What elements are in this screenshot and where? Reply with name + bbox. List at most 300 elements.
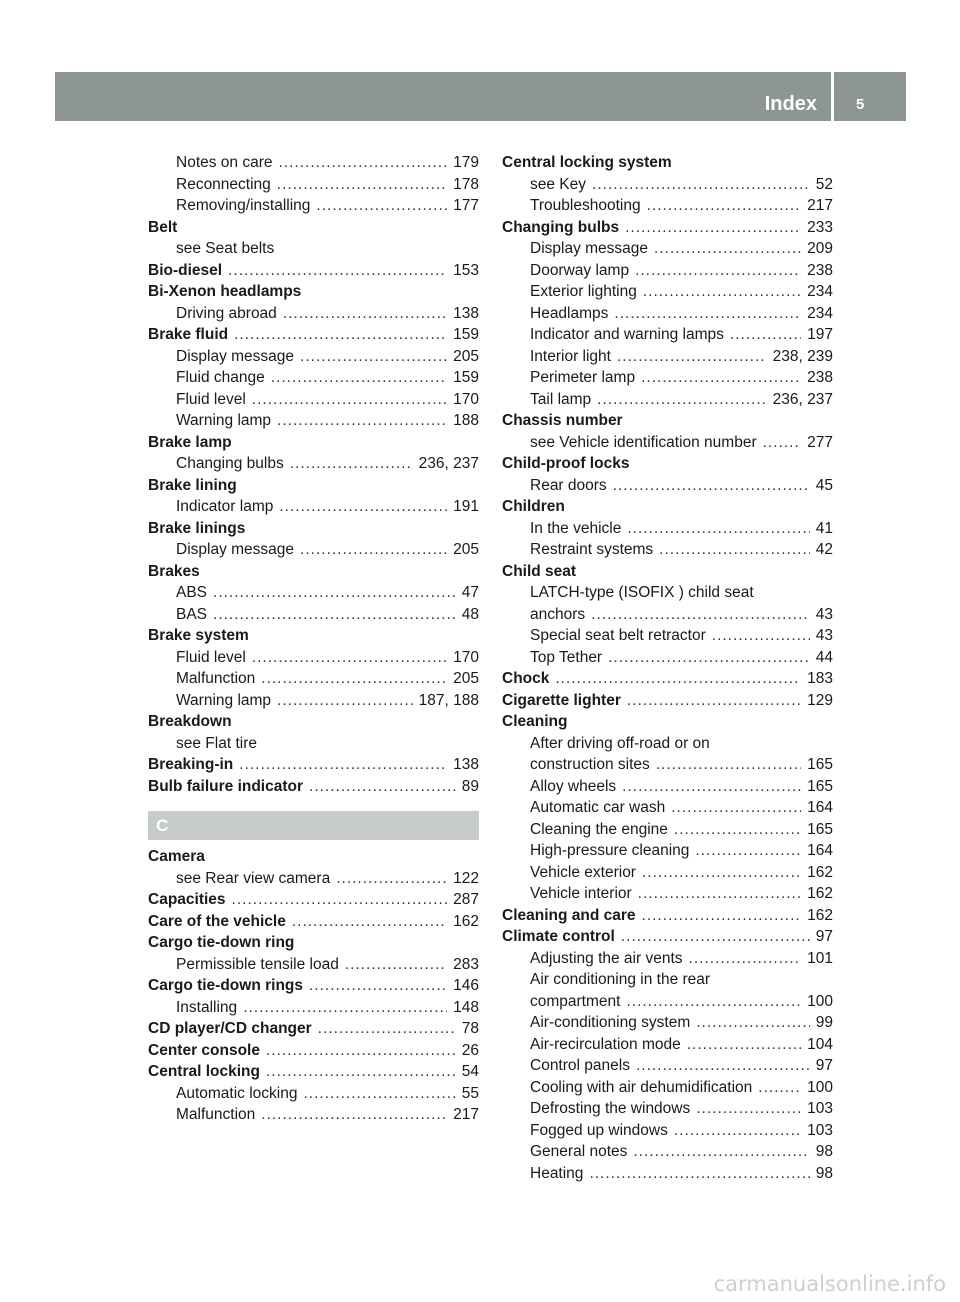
- index-subentry: [502, 1077, 833, 1099]
- entry-term: Display message: [176, 347, 295, 365]
- entry-page-ref[interactable]: 234: [807, 304, 833, 322]
- index-subentry: [502, 883, 833, 905]
- index-subentry: [502, 625, 833, 647]
- entry-page-ref[interactable]: 138: [453, 756, 479, 773]
- dot-leader: [589, 1163, 809, 1185]
- entry-term: Special seat belt retractor: [530, 627, 706, 644]
- index-subentry: [502, 389, 833, 411]
- index-entry: [148, 324, 479, 346]
- dot-leader: [300, 539, 447, 561]
- index-entry: [148, 217, 479, 239]
- index-entry: [148, 754, 479, 776]
- entry-term: Malfunction: [176, 670, 256, 687]
- entry-term: Brake linings: [148, 519, 246, 537]
- entry-term: Malfunction: [176, 1106, 256, 1123]
- entry-term: Breaking-in: [148, 756, 234, 773]
- entry-page-ref[interactable]: 55: [461, 1084, 479, 1102]
- entry-term: Control panels: [530, 1057, 630, 1074]
- entry-term: Breakdown: [148, 713, 232, 730]
- index-entry: [148, 846, 479, 868]
- dot-leader: [591, 604, 810, 626]
- entry-page-ref[interactable]: 47: [461, 584, 479, 601]
- dot-leader: [261, 668, 447, 690]
- entry-page-ref[interactable]: 43: [815, 605, 833, 623]
- dot-leader: [345, 954, 447, 976]
- entry-page-ref[interactable]: 52: [815, 175, 833, 193]
- entry-term: Vehicle exterior: [530, 863, 636, 881]
- dot-leader: [277, 410, 447, 432]
- index-subentry: [502, 840, 833, 862]
- entry-term: Fluid change: [176, 369, 265, 386]
- dot-leader: [617, 346, 767, 368]
- index-entry: [502, 496, 833, 518]
- index-subentry: [502, 1163, 833, 1185]
- entry-term: Chassis number: [502, 412, 623, 429]
- entry-page-ref[interactable]: 170: [453, 648, 479, 666]
- index-subentry: [502, 647, 833, 669]
- dot-leader: [252, 389, 447, 411]
- dot-leader: [279, 496, 447, 518]
- section-header: C: [148, 811, 479, 840]
- dot-leader: [613, 475, 810, 497]
- dot-leader: [252, 647, 447, 669]
- index-subentry: [502, 238, 833, 260]
- index-entry: [148, 625, 479, 647]
- dot-leader: [627, 518, 809, 540]
- dot-leader: [636, 1055, 810, 1077]
- entry-page-ref[interactable]: 188: [453, 412, 479, 429]
- entry-page-ref[interactable]: 98: [815, 1143, 833, 1160]
- entry-page-ref[interactable]: 205: [453, 670, 479, 687]
- dot-leader: [635, 260, 801, 282]
- index-entry: [502, 668, 833, 690]
- entry-term: High-pressure cleaning: [530, 842, 690, 859]
- entry-page-ref[interactable]: 43: [815, 627, 833, 644]
- entry-term: see Rear view camera: [176, 869, 331, 887]
- entry-term: Heating: [530, 1164, 584, 1182]
- entry-term: see Seat belts: [176, 240, 275, 257]
- entry-page-ref[interactable]: 54: [461, 1063, 479, 1080]
- index-entry: [502, 905, 833, 927]
- entry-page-ref[interactable]: 287: [453, 891, 479, 908]
- entry-page-ref[interactable]: 26: [461, 1041, 479, 1059]
- entry-page-ref[interactable]: 236, 237: [772, 390, 833, 408]
- entry-page-ref[interactable]: 162: [807, 863, 833, 881]
- index-subentry: [502, 733, 833, 755]
- entry-term: Indicator lamp: [176, 498, 274, 515]
- entry-page-ref[interactable]: 238: [807, 369, 833, 386]
- index-subentry: [148, 195, 479, 217]
- index-subentry: [502, 754, 833, 776]
- dot-leader: [213, 604, 456, 626]
- entry-page-ref[interactable]: 148: [453, 998, 479, 1016]
- index-entry: [502, 217, 833, 239]
- index-subentry: [148, 389, 479, 411]
- entry-term: Adjusting the air vents: [530, 949, 683, 967]
- index-subentry: [148, 238, 479, 260]
- dot-leader: [266, 1061, 456, 1083]
- index-subentry: [502, 862, 833, 884]
- entry-term: Brake lining: [148, 476, 237, 494]
- dot-leader: [300, 346, 447, 368]
- entry-page-ref[interactable]: 129: [807, 691, 833, 709]
- dot-leader: [695, 840, 801, 862]
- index-subentry: [502, 582, 833, 604]
- index-subentry: [148, 647, 479, 669]
- index-subentry: [502, 797, 833, 819]
- index-entry: [502, 711, 833, 733]
- entry-page-ref[interactable]: 162: [807, 885, 833, 902]
- entry-term: Perimeter lamp: [530, 369, 636, 386]
- dot-leader: [303, 1083, 455, 1105]
- index-subentry: [148, 1083, 479, 1105]
- dot-leader: [261, 1104, 447, 1126]
- index-entry: [502, 690, 833, 712]
- entry-page-ref[interactable]: 162: [453, 912, 479, 930]
- entry-page-ref[interactable]: 45: [815, 476, 833, 494]
- entry-term: BAS: [176, 605, 208, 623]
- dot-leader: [659, 539, 810, 561]
- entry-page-ref[interactable]: 217: [453, 1106, 479, 1123]
- dot-leader: [283, 303, 447, 325]
- dot-leader: [277, 690, 413, 712]
- entry-term: Capacities: [148, 891, 226, 908]
- entry-term: Warning lamp: [176, 412, 272, 429]
- dot-leader: [730, 324, 801, 346]
- dot-leader: [608, 647, 810, 669]
- entry-term: Child seat: [502, 562, 577, 580]
- entry-term: Cargo tie-down ring: [148, 934, 295, 951]
- index-subentry: [502, 1141, 833, 1163]
- entry-term: Interior light: [530, 347, 611, 365]
- entry-page-ref[interactable]: 41: [815, 519, 833, 537]
- index-subentry: [502, 948, 833, 970]
- entry-term: Children: [502, 498, 565, 515]
- index-column-left: [148, 152, 479, 1126]
- entry-page-ref[interactable]: 234: [807, 283, 833, 300]
- entry-page-ref[interactable]: 205: [453, 347, 479, 365]
- entry-term: Air-conditioning system: [530, 1014, 691, 1031]
- index-entry: [148, 911, 479, 933]
- dot-leader: [687, 1034, 801, 1056]
- index-subentry: [502, 324, 833, 346]
- index-subentry: [148, 1104, 479, 1126]
- index-subentry: [148, 410, 479, 432]
- dot-leader: [266, 1040, 456, 1062]
- entry-page-ref[interactable]: 191: [453, 498, 479, 515]
- index-entry: [148, 260, 479, 282]
- entry-page-ref[interactable]: 277: [807, 433, 833, 451]
- index-subentry: [502, 260, 833, 282]
- entry-page-ref[interactable]: 164: [807, 799, 833, 816]
- entry-term: Fogged up windows: [530, 1121, 668, 1139]
- index-subentry: [502, 303, 833, 325]
- index-entry: [148, 1018, 479, 1040]
- dot-leader: [309, 776, 456, 798]
- index-subentry: [502, 539, 833, 561]
- dot-leader: [318, 1018, 456, 1040]
- entry-term: see Key: [530, 175, 587, 193]
- entry-page-ref[interactable]: 238: [807, 261, 833, 279]
- entry-page-ref[interactable]: 205: [453, 541, 479, 558]
- index-subentry: [148, 690, 479, 712]
- dot-leader: [656, 754, 801, 776]
- dot-leader: [758, 1077, 801, 1099]
- dot-leader: [674, 1120, 801, 1142]
- entry-term: Rear doors: [530, 476, 607, 494]
- index-entry: [148, 1061, 479, 1083]
- index-subentry: [148, 346, 479, 368]
- entry-term: Fluid level: [176, 390, 246, 408]
- entry-page-ref[interactable]: 177: [453, 197, 479, 214]
- entry-term: Cleaning: [502, 713, 568, 730]
- dot-leader: [277, 174, 447, 196]
- index-subentry: [502, 174, 833, 196]
- entry-term: Cooling with air dehumidification: [530, 1078, 753, 1096]
- entry-term: Top Tether: [530, 648, 603, 666]
- index-entry: [148, 432, 479, 454]
- entry-page-ref[interactable]: 97: [815, 1057, 833, 1074]
- dot-leader: [271, 367, 447, 389]
- dot-leader: [228, 260, 447, 282]
- entry-term: Bio-diesel: [148, 261, 223, 279]
- entry-term: Center console: [148, 1041, 260, 1059]
- entry-term: Permissible tensile load: [176, 955, 339, 973]
- entry-page-ref[interactable]: 42: [815, 541, 833, 558]
- entry-term: Driving abroad: [176, 304, 277, 322]
- index-subentry: [148, 668, 479, 690]
- dot-leader: [213, 582, 456, 604]
- entry-page-ref[interactable]: 178: [453, 175, 479, 193]
- entry-page-ref[interactable]: 187, 188: [418, 691, 479, 709]
- entry-term: Tail lamp: [530, 390, 592, 408]
- dot-leader: [290, 453, 413, 475]
- index-subentry: [502, 1120, 833, 1142]
- index-entry: [148, 1040, 479, 1062]
- index-entry: [502, 926, 833, 948]
- dot-leader: [642, 905, 802, 927]
- entry-page-ref[interactable]: 170: [453, 390, 479, 408]
- entry-page-ref[interactable]: 99: [815, 1014, 833, 1031]
- index-subentry: [148, 868, 479, 890]
- entry-term: Air conditioning in the rear: [530, 971, 711, 988]
- dot-leader: [642, 862, 801, 884]
- entry-term: Troubleshooting: [530, 197, 641, 214]
- index-subentry: [148, 582, 479, 604]
- entry-page-ref[interactable]: 100: [807, 992, 833, 1010]
- entry-page-ref[interactable]: 103: [807, 1121, 833, 1139]
- entry-term: Cargo tie-down rings: [148, 977, 303, 994]
- entry-page-ref[interactable]: 183: [807, 670, 833, 687]
- entry-term: Chock: [502, 670, 550, 687]
- entry-term: Automatic locking: [176, 1084, 298, 1102]
- entry-page-ref[interactable]: 48: [461, 605, 479, 623]
- entry-term: Vehicle interior: [530, 885, 632, 902]
- entry-page-ref[interactable]: 138: [453, 304, 479, 322]
- dot-leader: [232, 889, 448, 911]
- entry-term: Reconnecting: [176, 175, 271, 193]
- dot-leader: [597, 389, 766, 411]
- entry-term: Air-recirculation mode: [530, 1035, 681, 1053]
- dot-leader: [279, 152, 448, 174]
- index-subentry: [502, 367, 833, 389]
- entry-page-ref[interactable]: 236, 237: [418, 455, 479, 472]
- entry-term: Belt: [148, 218, 178, 236]
- dot-leader: [654, 238, 801, 260]
- index-subentry: [502, 1012, 833, 1034]
- index-column-right: [502, 152, 833, 1184]
- index-subentry: [502, 604, 833, 626]
- dot-leader: [696, 1012, 810, 1034]
- entry-page-ref[interactable]: 44: [815, 648, 833, 666]
- dot-leader: [316, 195, 447, 217]
- entry-term: Central locking system: [502, 154, 672, 171]
- entry-term: Alloy wheels: [530, 777, 617, 795]
- entry-page-ref[interactable]: 238, 239: [772, 347, 833, 365]
- index-subentry: [148, 733, 479, 755]
- entry-term: Warning lamp: [176, 691, 272, 709]
- entry-page-ref[interactable]: 217: [807, 197, 833, 214]
- entry-term: Child-proof locks: [502, 455, 630, 472]
- entry-term: Brakes: [148, 562, 200, 580]
- entry-term: Brake system: [148, 627, 249, 644]
- index-subentry: [502, 475, 833, 497]
- entry-page-ref[interactable]: 165: [807, 777, 833, 795]
- entry-term: construction sites: [530, 756, 650, 773]
- entry-page-ref[interactable]: 153: [453, 261, 479, 279]
- entry-page-ref[interactable]: 164: [807, 842, 833, 859]
- entry-page-ref[interactable]: 209: [807, 240, 833, 257]
- index-entry: [148, 711, 479, 733]
- entry-page-ref[interactable]: 104: [807, 1035, 833, 1053]
- index-subentry: [148, 604, 479, 626]
- entry-page-ref[interactable]: 146: [453, 977, 479, 994]
- entry-term: Installing: [176, 998, 238, 1016]
- index-entry: [502, 152, 833, 174]
- index-subentry: [148, 303, 479, 325]
- dot-leader: [243, 997, 447, 1019]
- header-title: Index: [764, 93, 817, 115]
- index-subentry: [502, 1034, 833, 1056]
- index-entry: [502, 410, 833, 432]
- index-subentry: [148, 174, 479, 196]
- entry-term: compartment: [530, 992, 621, 1010]
- dot-leader: [674, 819, 801, 841]
- index-subentry: [148, 954, 479, 976]
- entry-page-ref[interactable]: 165: [807, 756, 833, 773]
- index-subentry: [502, 281, 833, 303]
- index-subentry: [148, 539, 479, 561]
- dot-leader: [647, 195, 802, 217]
- index-entry: [148, 561, 479, 583]
- entry-term: anchors: [530, 605, 586, 623]
- entry-term: Cleaning the engine: [530, 820, 668, 838]
- index-entry: [148, 932, 479, 954]
- entry-page-ref[interactable]: 98: [815, 1164, 833, 1182]
- dot-leader: [689, 948, 802, 970]
- index-entry: [148, 475, 479, 497]
- entry-page-ref[interactable]: 97: [815, 928, 833, 945]
- dot-leader: [643, 281, 801, 303]
- index-entry: [502, 453, 833, 475]
- index-subentry: [502, 969, 833, 991]
- dot-leader: [712, 625, 810, 647]
- dot-leader: [763, 432, 802, 454]
- dot-leader: [336, 868, 447, 890]
- entry-page-ref[interactable]: 100: [807, 1078, 833, 1096]
- index-entry: [148, 776, 479, 798]
- index-entry: [148, 889, 479, 911]
- entry-term: LATCH-type (ISOFIX ) child seat: [530, 584, 754, 601]
- entry-page-ref[interactable]: 179: [453, 154, 479, 171]
- entry-term: Brake fluid: [148, 326, 229, 343]
- index-entry: [148, 518, 479, 540]
- entry-page-ref[interactable]: 89: [461, 777, 479, 795]
- entry-term: Indicator and warning lamps: [530, 326, 724, 343]
- dot-leader: [638, 883, 801, 905]
- entry-page-ref[interactable]: 283: [453, 955, 479, 973]
- entry-page-ref[interactable]: 101: [807, 949, 833, 967]
- entry-term: Headlamps: [530, 304, 609, 322]
- dot-leader: [696, 1098, 801, 1120]
- dot-leader: [622, 776, 801, 798]
- entry-term: Exterior lighting: [530, 283, 637, 300]
- dot-leader: [625, 217, 801, 239]
- entry-term: Restraint systems: [530, 541, 654, 558]
- entry-page-ref[interactable]: 78: [461, 1020, 479, 1037]
- index-subentry: [148, 152, 479, 174]
- entry-page-ref[interactable]: 159: [453, 326, 479, 343]
- dot-leader: [627, 690, 801, 712]
- entry-term: Changing bulbs: [176, 455, 284, 472]
- dot-leader: [614, 303, 801, 325]
- entry-term: Brake lamp: [148, 433, 232, 451]
- entry-term: Bi-Xenon headlamps: [148, 283, 302, 300]
- index-subentry: [502, 432, 833, 454]
- entry-term: Display message: [530, 240, 649, 257]
- index-subentry: [502, 518, 833, 540]
- entry-term: Defrosting the windows: [530, 1100, 691, 1117]
- entry-term: CD player/CD changer: [148, 1020, 312, 1037]
- entry-term: Cleaning and care: [502, 906, 636, 924]
- dot-leader: [592, 174, 810, 196]
- entry-term: see Vehicle identification number: [530, 433, 757, 451]
- entry-term: Care of the vehicle: [148, 912, 286, 930]
- entry-page-ref[interactable]: 197: [807, 326, 833, 343]
- entry-term: Central locking: [148, 1063, 260, 1080]
- entry-page-ref[interactable]: 122: [453, 869, 479, 887]
- dot-leader: [292, 911, 447, 933]
- dot-leader: [621, 926, 810, 948]
- index-subentry: [502, 819, 833, 841]
- entry-term: Display message: [176, 541, 295, 558]
- dot-leader: [309, 975, 447, 997]
- entry-page-ref[interactable]: 165: [807, 820, 833, 838]
- index-subentry: [148, 367, 479, 389]
- index-subentry: [502, 776, 833, 798]
- entry-page-ref[interactable]: 103: [807, 1100, 833, 1117]
- page-number: 5: [856, 96, 865, 113]
- index-subentry: [502, 1055, 833, 1077]
- entry-page-ref[interactable]: 159: [453, 369, 479, 386]
- index-entry: [148, 281, 479, 303]
- entry-term: Climate control: [502, 928, 615, 945]
- entry-term: Bulb failure indicator: [148, 777, 304, 795]
- index-subentry: [502, 346, 833, 368]
- entry-page-ref[interactable]: 162: [807, 906, 833, 924]
- index-entry: [502, 561, 833, 583]
- entry-page-ref[interactable]: 233: [807, 218, 833, 236]
